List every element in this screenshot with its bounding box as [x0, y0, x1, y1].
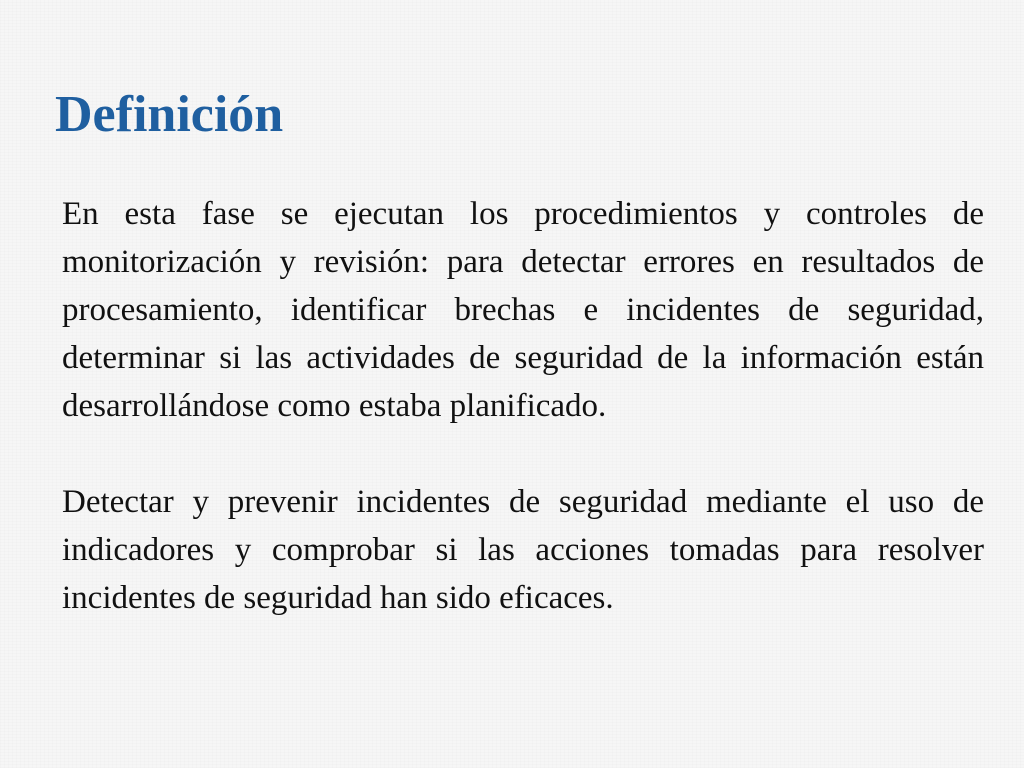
slide-title: Definición	[55, 86, 284, 143]
slide-body	[62, 190, 984, 622]
paragraph-objective: Detectar y prevenir incidentes de seguridad mediante el uso de indicadores y comprobar si las acciones tomadas para resolver incidentes de seguridad han sido eficaces.	[62, 484, 984, 616]
paragraph-definition: En esta fase se ejecutan los procedimientos y controles de monitorización y revisión: para detectar errores en resultados de procesamiento, identificar brechas e incidentes de seguridad, determinar si las actividades de seguridad de la información están desarrollándose como estaba planificado.	[62, 196, 984, 424]
